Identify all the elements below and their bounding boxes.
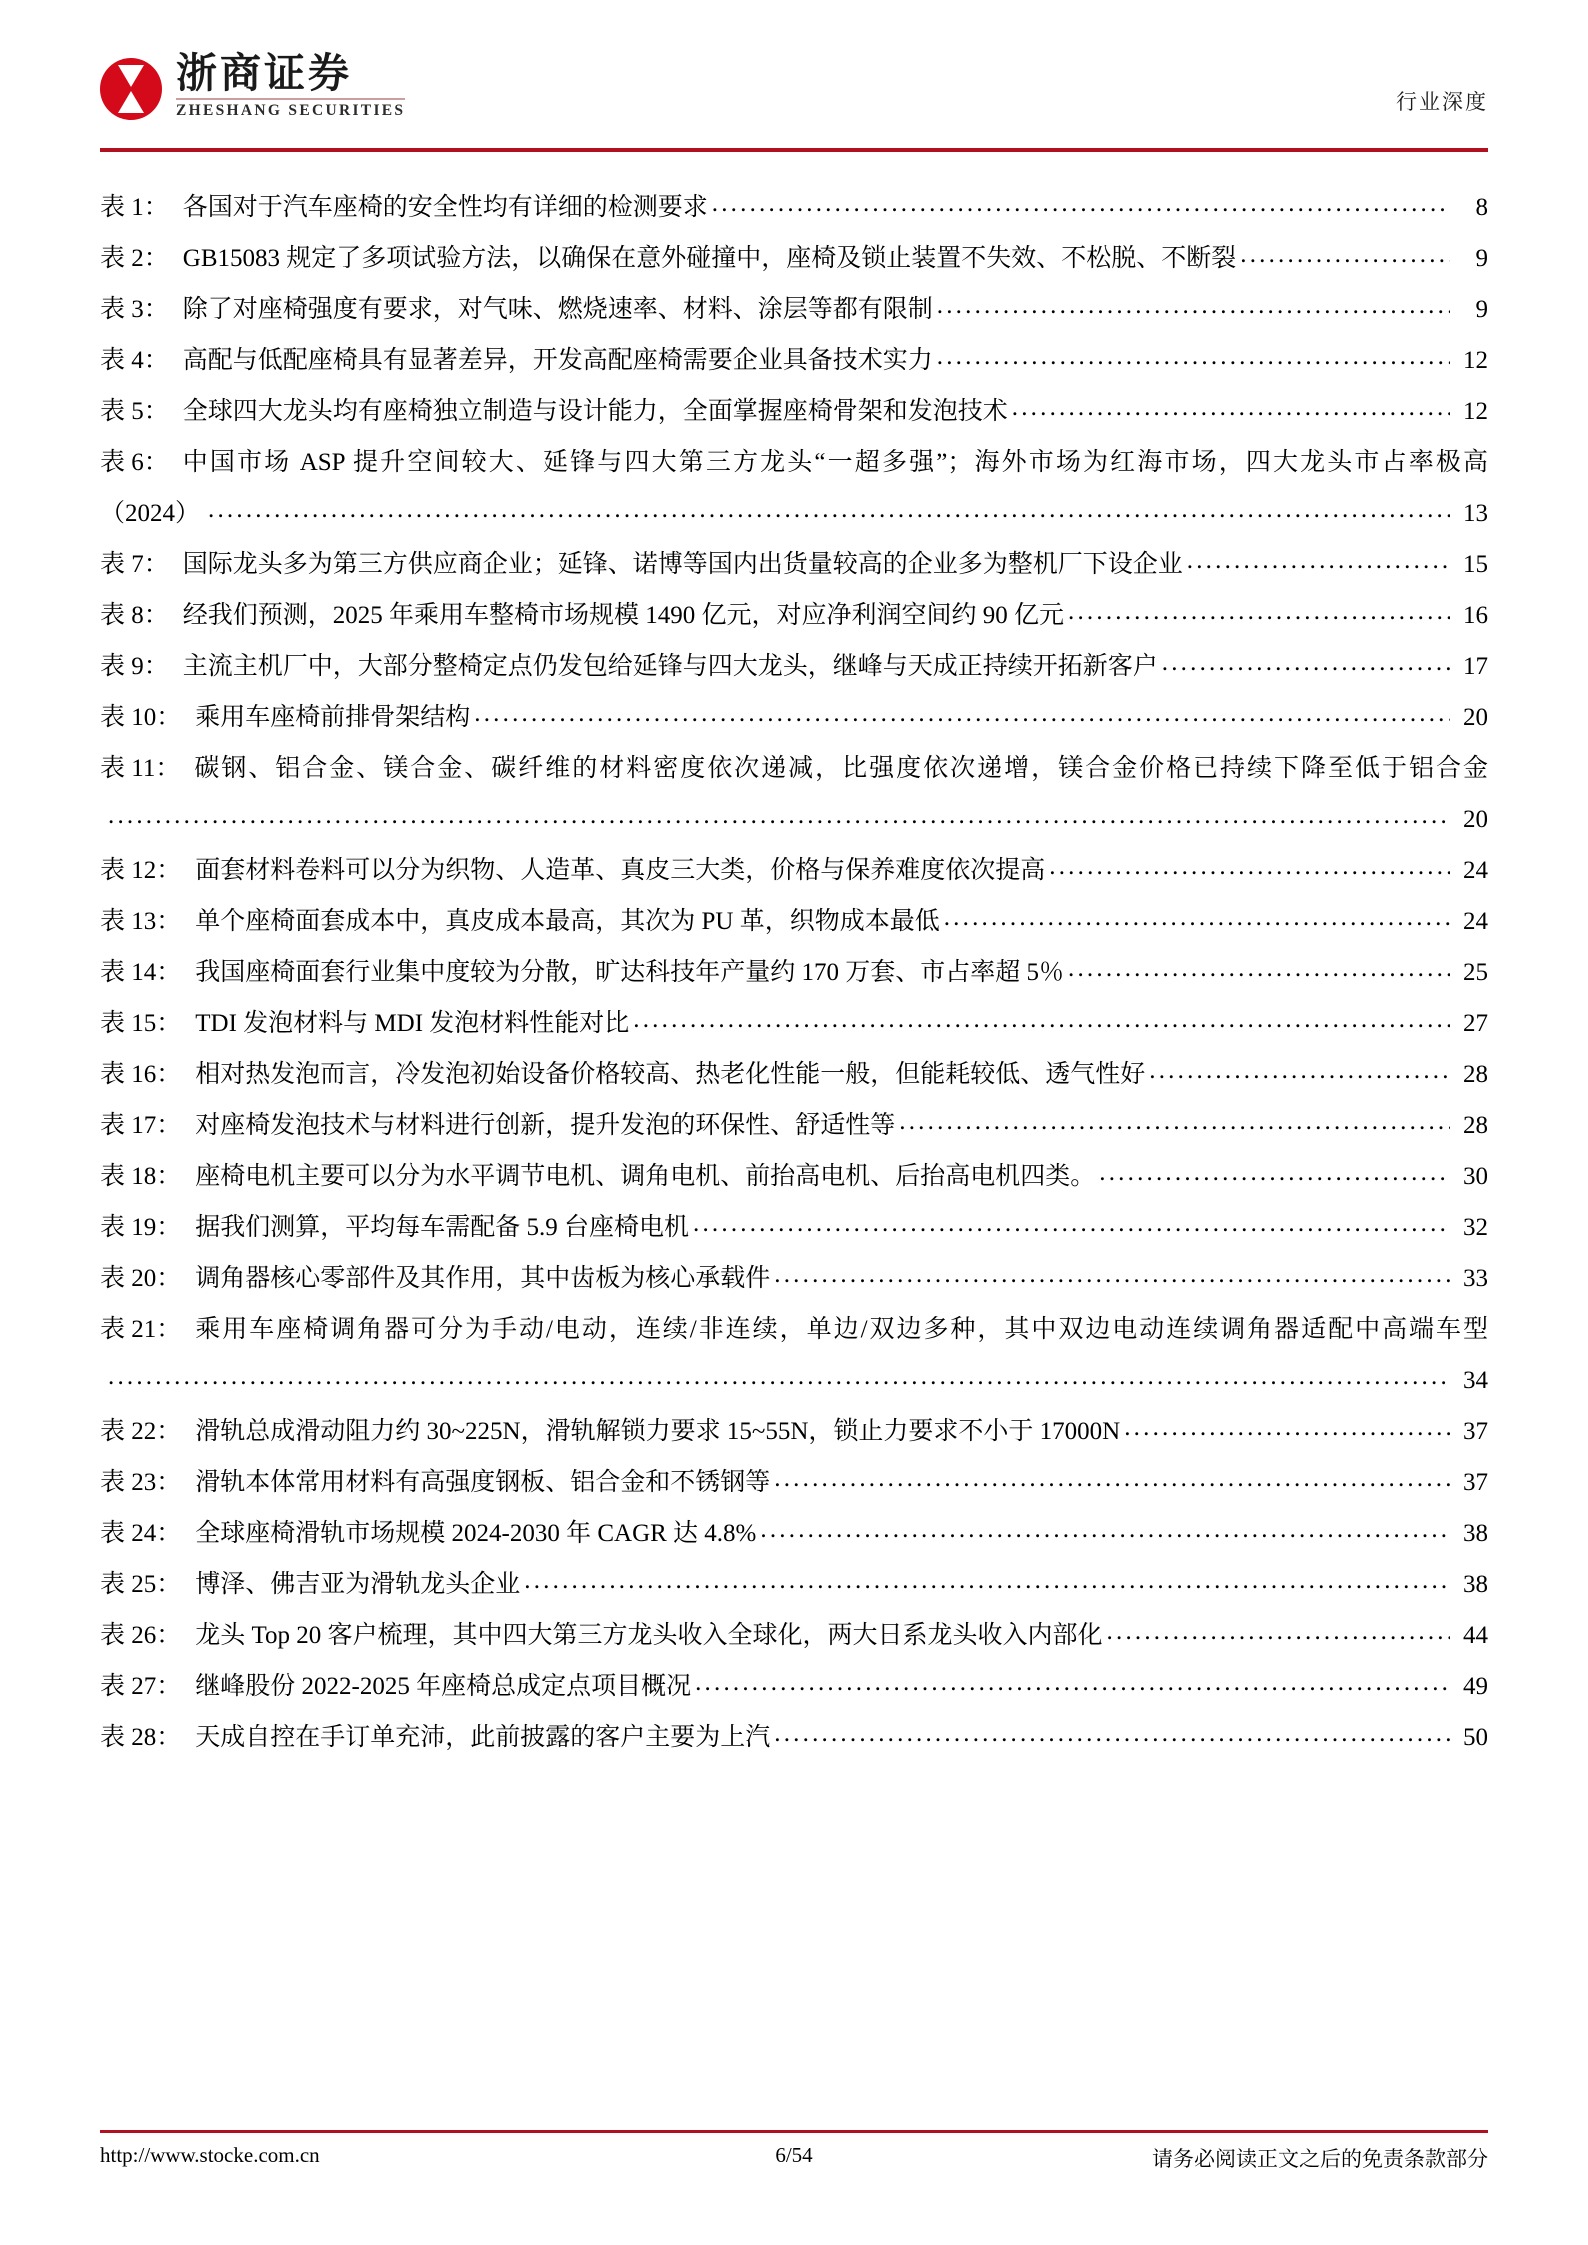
toc-entry-label: 表 1： xyxy=(100,194,169,221)
toc-leader-dots xyxy=(524,1559,1450,1610)
toc-entry-label: 表 8： xyxy=(100,602,169,629)
toc-entry-title: 我国座椅面套行业集中度较为分散，旷达科技年产量约 170 万套、市占率超 5％ xyxy=(195,959,1065,986)
brand-name-cn: 浙商证券 xyxy=(176,50,352,96)
toc-entry-page-number: 37 xyxy=(1463,1418,1488,1445)
toc-entry[interactable] xyxy=(100,1202,1488,1253)
toc-entry-title: GB15083 规定了多项试验方法，以确保在意外碰撞中，座椅及锁止装置不失效、不松脱、不断裂 xyxy=(182,245,1237,272)
toc-entry-page-number: 50 xyxy=(1463,1724,1488,1751)
toc-entry[interactable] xyxy=(100,845,1488,896)
toc-leader-dots xyxy=(774,1253,1450,1304)
toc-entry-page-number: 38 xyxy=(1463,1571,1488,1598)
toc-entry-label: 表 17： xyxy=(100,1112,182,1139)
document-type-label: 行业深度 xyxy=(1396,90,1488,114)
toc-entry-title: 各国对于汽车座椅的安全性均有详细的检测要求 xyxy=(182,194,708,221)
toc-leader-dots xyxy=(1149,1049,1450,1100)
toc-entry-title: 继峰股份 2022-2025 年座椅总成定点项目概况 xyxy=(195,1673,692,1700)
toc-entry-page-number: 20 xyxy=(1463,704,1488,731)
toc-entry-page-number: 16 xyxy=(1463,602,1488,629)
toc-entry-line1 xyxy=(100,1304,1488,1355)
toc-entry[interactable] xyxy=(100,1508,1488,1559)
toc-entry-label: 表 20： xyxy=(100,1265,182,1292)
toc-entry-label: 表 5： xyxy=(100,398,169,425)
toc-leader-dots xyxy=(1187,539,1450,590)
toc-entry[interactable] xyxy=(100,437,1488,539)
page-footer xyxy=(100,2143,1488,2183)
toc-entry-page-number: 44 xyxy=(1463,1622,1488,1649)
toc-leader-dots xyxy=(695,1661,1450,1712)
toc-entry-page-number: 38 xyxy=(1463,1520,1488,1547)
toc-leader-dots xyxy=(693,1202,1450,1253)
toc-entry[interactable] xyxy=(100,743,1488,845)
toc-leader-dots xyxy=(899,1100,1450,1151)
toc-entry-page-number: 28 xyxy=(1463,1112,1488,1139)
toc-entry[interactable] xyxy=(100,692,1488,743)
toc-entry[interactable] xyxy=(100,1049,1488,1100)
toc-leader-dots xyxy=(108,1355,1450,1406)
toc-entry[interactable] xyxy=(100,1457,1488,1508)
toc-entry-page-number: 17 xyxy=(1463,653,1488,680)
toc-entry-title: 天成自控在手订单充沛，此前披露的客户主要为上汽 xyxy=(195,1724,771,1751)
toc-entry-title: 调角器核心零部件及其作用，其中齿板为核心承载件 xyxy=(195,1265,771,1292)
brand-name-en: ZHESHANG SECURITIES xyxy=(176,102,406,120)
toc-entry-label: 表 6： xyxy=(100,449,169,476)
toc-entry-label: 表 7： xyxy=(100,551,169,578)
toc-entry-page-number: 27 xyxy=(1463,1010,1488,1037)
toc-entry-title: 博泽、佛吉亚为滑轨龙头企业 xyxy=(195,1571,521,1598)
toc-entry-label: 表 3： xyxy=(100,296,169,323)
toc-entry[interactable] xyxy=(100,1661,1488,1712)
toc-entry-line2 xyxy=(100,794,1488,845)
toc-entry-title: 全球四大龙头均有座椅独立制造与设计能力，全面掌握座椅骨架和发泡技术 xyxy=(182,398,1008,425)
toc-leader-dots xyxy=(774,1712,1450,1763)
toc-entry-label: 表 18： xyxy=(100,1163,182,1190)
toc-entry-title: 单个座椅面套成本中，真皮成本最高，其次为 PU 革，织物成本最低 xyxy=(195,908,940,935)
toc-leader-dots xyxy=(1124,1406,1450,1457)
toc-entry-page-number: 34 xyxy=(1463,1367,1488,1394)
toc-entry-page-number: 49 xyxy=(1463,1673,1488,1700)
toc-leader-dots xyxy=(1049,845,1450,896)
toc-entry-label: 表 11： xyxy=(100,755,181,782)
header-rule xyxy=(100,148,1488,152)
toc-entry-line2 xyxy=(100,1355,1488,1406)
toc-entry-title: 乘用车座椅前排骨架结构 xyxy=(195,704,471,731)
footer-rule xyxy=(100,2130,1488,2133)
toc-entry-label: 表 27： xyxy=(100,1673,182,1700)
toc-entry-page-number: 13 xyxy=(1463,500,1488,527)
toc-entry-page-number: 8 xyxy=(1475,194,1488,221)
toc-entry-label: 表 10： xyxy=(100,704,182,731)
toc-leader-dots xyxy=(1162,641,1450,692)
toc-entry-page-number: 9 xyxy=(1475,245,1488,272)
toc-entry-page-number: 28 xyxy=(1463,1061,1488,1088)
toc-entry[interactable] xyxy=(100,947,1488,998)
toc-entry[interactable] xyxy=(100,896,1488,947)
toc-entry-title: 面套材料卷料可以分为织物、人造革、真皮三大类，价格与保养难度依次提高 xyxy=(195,857,1046,884)
toc-leader-dots xyxy=(108,794,1450,845)
toc-entry-page-number: 24 xyxy=(1463,857,1488,884)
toc-entry-title: 龙头 Top 20 客户梳理，其中四大第三方龙头收入全球化，两大日系龙头收入内部化 xyxy=(195,1622,1103,1649)
table-of-contents xyxy=(100,182,1488,1763)
toc-entry[interactable] xyxy=(100,641,1488,692)
toc-entry-page-number: 9 xyxy=(1475,296,1488,323)
toc-entry-title-continued: （2024） xyxy=(100,500,201,527)
toc-entry-page-number: 33 xyxy=(1463,1265,1488,1292)
toc-leader-dots xyxy=(1068,590,1450,641)
toc-entry[interactable] xyxy=(100,1406,1488,1457)
brand-divider xyxy=(176,98,405,100)
toc-entry-label: 表 28： xyxy=(100,1724,182,1751)
toc-entry-title: 相对热发泡而言，冷发泡初始设备价格较高、热老化性能一般，但能耗较低、透气性好 xyxy=(195,1061,1146,1088)
toc-entry[interactable] xyxy=(100,284,1488,335)
toc-leader-dots xyxy=(633,998,1450,1049)
toc-entry[interactable] xyxy=(100,335,1488,386)
toc-entry-line1 xyxy=(100,743,1488,794)
toc-entry-title: 滑轨本体常用材料有高强度钢板、铝合金和不锈钢等 xyxy=(195,1469,771,1496)
toc-entry-page-number: 15 xyxy=(1463,551,1488,578)
toc-entry-label: 表 14： xyxy=(100,959,182,986)
toc-entry-label: 表 26： xyxy=(100,1622,182,1649)
brand-wordmark xyxy=(176,52,405,120)
zheshang-circle-logo-icon xyxy=(100,58,162,120)
toc-leader-dots xyxy=(760,1508,1450,1559)
toc-entry[interactable] xyxy=(100,1610,1488,1661)
toc-entry-page-number: 32 xyxy=(1463,1214,1488,1241)
toc-entry-title: 除了对座椅强度有要求，对气味、燃烧速率、材料、涂层等都有限制 xyxy=(182,296,933,323)
toc-entry[interactable] xyxy=(100,1151,1488,1202)
toc-entry-label: 表 13： xyxy=(100,908,182,935)
toc-entry-title: 主流主机厂中，大部分整椅定点仍发包给延锋与四大龙头，继峰与天成正持续开拓新客户 xyxy=(182,653,1158,680)
toc-entry-label: 表 15： xyxy=(100,1010,182,1037)
toc-entry-line2 xyxy=(100,488,1488,539)
toc-entry-title: 乘用车座椅调角器可分为手动/电动，连续/非连续，单边/双边多种，其中双边电动连续调角器适配中高端车型 xyxy=(195,1316,1488,1343)
toc-entry-title: 国际龙头多为第三方供应商企业；延锋、诺博等国内出货量较高的企业多为整机厂下设企业 xyxy=(182,551,1183,578)
toc-entry-label: 表 25： xyxy=(100,1571,182,1598)
toc-entry-label: 表 2： xyxy=(100,245,169,272)
toc-entry-title: 高配与低配座椅具有显著差异，开发高配座椅需要企业具备技术实力 xyxy=(182,347,933,374)
toc-entry-label: 表 23： xyxy=(100,1469,182,1496)
toc-entry-label: 表 16： xyxy=(100,1061,182,1088)
toc-entry[interactable] xyxy=(100,386,1488,437)
toc-leader-dots xyxy=(1068,947,1450,998)
toc-leader-dots xyxy=(944,896,1450,947)
footer-disclaimer: 请务必阅读正文之后的免责条款部分 xyxy=(1152,2147,1488,2171)
toc-entry-title: 全球座椅滑轨市场规模 2024-2030 年 CAGR 达 4.8% xyxy=(195,1520,757,1547)
toc-entry-page-number: 24 xyxy=(1463,908,1488,935)
toc-entry[interactable] xyxy=(100,233,1488,284)
page-header xyxy=(100,52,1488,130)
toc-entry-title: 对座椅发泡技术与材料进行创新，提升发泡的环保性、舒适性等 xyxy=(195,1112,896,1139)
toc-leader-dots xyxy=(774,1457,1450,1508)
toc-leader-dots xyxy=(1099,1151,1450,1202)
toc-entry[interactable] xyxy=(100,1253,1488,1304)
toc-entry[interactable] xyxy=(100,998,1488,1049)
toc-entry-title: 据我们测算，平均每车需配备 5.9 台座椅电机 xyxy=(195,1214,690,1241)
toc-leader-dots xyxy=(712,182,1450,233)
footer-page-number: 6/54 xyxy=(775,2143,813,2167)
toc-entry[interactable] xyxy=(100,182,1488,233)
toc-leader-dots xyxy=(1012,386,1450,437)
toc-entry-label: 表 22： xyxy=(100,1418,182,1445)
toc-leader-dots xyxy=(474,692,1450,743)
toc-entry-title: 碳钢、铝合金、镁合金、碳纤维的材料密度依次递减，比强度依次递增，镁合金价格已持续下降至低于铝合金 xyxy=(194,755,1488,782)
toc-entry-page-number: 20 xyxy=(1463,806,1488,833)
toc-entry-title: 经我们预测，2025 年乘用车整椅市场规模 1490 亿元，对应净利润空间约 90 亿元 xyxy=(182,602,1065,629)
toc-entry-page-number: 30 xyxy=(1463,1163,1488,1190)
toc-entry-label: 表 24： xyxy=(100,1520,182,1547)
toc-entry-title: 中国市场 ASP 提升空间较大、延锋与四大第三方龙头“一超多强”；海外市场为红海市场，四大龙头市占率极高 xyxy=(182,449,1488,476)
toc-entry-label: 表 12： xyxy=(100,857,182,884)
toc-leader-dots xyxy=(937,335,1450,386)
toc-leader-dots xyxy=(1107,1610,1450,1661)
toc-entry-label: 表 9： xyxy=(100,653,169,680)
toc-entry-page-number: 12 xyxy=(1463,398,1488,425)
toc-entry-title: 座椅电机主要可以分为水平调节电机、调角电机、前抬高电机、后抬高电机四类。 xyxy=(195,1163,1096,1190)
footer-url[interactable]: http://www.stocke.com.cn xyxy=(100,2143,320,2167)
toc-entry-label: 表 19： xyxy=(100,1214,182,1241)
toc-leader-dots xyxy=(937,284,1450,335)
toc-entry[interactable] xyxy=(100,1559,1488,1610)
toc-entry-label: 表 4： xyxy=(100,347,169,374)
toc-entry-page-number: 37 xyxy=(1463,1469,1488,1496)
toc-entry[interactable] xyxy=(100,1100,1488,1151)
toc-entry-page-number: 12 xyxy=(1463,347,1488,374)
toc-entry-page-number: 25 xyxy=(1463,959,1488,986)
toc-entry[interactable] xyxy=(100,1712,1488,1763)
toc-leader-dots xyxy=(1240,233,1450,284)
toc-entry-title: TDI 发泡材料与 MDI 发泡材料性能对比 xyxy=(195,1010,630,1037)
toc-leader-dots xyxy=(208,488,1450,539)
toc-entry-line1 xyxy=(100,437,1488,488)
brand-logo xyxy=(100,52,405,120)
toc-entry-label: 表 21： xyxy=(100,1316,182,1343)
toc-entry-title: 滑轨总成滑动阻力约 30~225N，滑轨解锁力要求 15~55N，锁止力要求不小于 17000N xyxy=(195,1418,1121,1445)
toc-entry[interactable] xyxy=(100,1304,1488,1406)
toc-entry[interactable] xyxy=(100,590,1488,641)
toc-entry[interactable] xyxy=(100,539,1488,590)
